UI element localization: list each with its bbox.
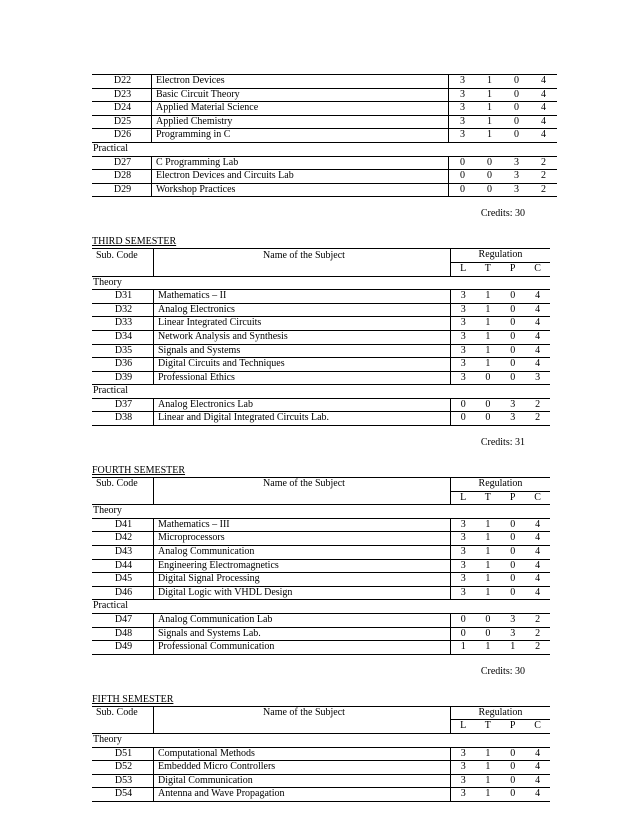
subject-row: [92, 532, 550, 546]
subject-name: Digital Communication: [154, 774, 451, 788]
regulation-t: 0: [475, 371, 500, 385]
regulation-p: 0: [503, 88, 530, 102]
subject-code: D52: [92, 761, 154, 775]
table-subheader: [92, 262, 550, 276]
regulation-p: 0: [500, 330, 525, 344]
regulation-c: 2: [530, 183, 557, 197]
header-blank: [92, 262, 154, 276]
subject-code: D33: [92, 317, 154, 331]
subject-name: Engineering Electromagnetics: [154, 559, 451, 573]
regulation-c: 4: [525, 573, 550, 587]
table-subheader: [92, 720, 550, 734]
regulation-t: 1: [476, 75, 503, 89]
theory-category: [92, 505, 550, 519]
subject-code: D48: [92, 627, 154, 641]
subject-code: D41: [92, 518, 154, 532]
subject-table: [92, 477, 550, 655]
subject-row: [92, 317, 550, 331]
subject-code: D37: [92, 398, 154, 412]
regulation-p: 3: [503, 170, 530, 184]
header-subject-name: Name of the Subject: [154, 249, 451, 263]
subject-code: D44: [92, 559, 154, 573]
theory-category: [92, 276, 550, 290]
header-l: L: [451, 720, 476, 734]
regulation-l: 3: [449, 88, 477, 102]
regulation-c: 2: [525, 412, 550, 426]
subject-name: Electron Devices: [152, 75, 449, 89]
regulation-p: 0: [500, 371, 525, 385]
regulation-l: 3: [451, 330, 476, 344]
regulation-p: 0: [500, 317, 525, 331]
regulation-p: 0: [500, 747, 525, 761]
practical-category: [92, 385, 550, 399]
regulation-t: 1: [475, 303, 500, 317]
header-p: P: [500, 262, 525, 276]
header-l: L: [451, 262, 476, 276]
subject-name: Microprocessors: [154, 532, 451, 546]
subject-row: [92, 290, 550, 304]
regulation-p: 0: [500, 586, 525, 600]
regulation-c: 4: [525, 330, 550, 344]
subject-code: D28: [92, 170, 152, 184]
table-subheader: [92, 491, 550, 505]
subject-name: Digital Logic with VHDL Design: [154, 586, 451, 600]
subject-name: Analog Electronics: [154, 303, 451, 317]
regulation-p: 0: [500, 344, 525, 358]
subject-code: D25: [92, 115, 152, 129]
subject-name: Electron Devices and Circuits Lab: [152, 170, 449, 184]
regulation-c: 4: [525, 747, 550, 761]
regulation-c: 4: [525, 518, 550, 532]
regulation-c: 4: [530, 115, 557, 129]
regulation-l: 3: [451, 788, 476, 802]
regulation-t: 1: [475, 344, 500, 358]
header-regulation: Regulation: [451, 478, 551, 492]
subject-row: [92, 627, 550, 641]
regulation-l: 0: [451, 412, 476, 426]
regulation-t: 1: [476, 129, 503, 143]
regulation-l: 3: [451, 573, 476, 587]
subject-code: D27: [92, 156, 152, 170]
regulation-c: 4: [525, 774, 550, 788]
subject-name: Digital Signal Processing: [154, 573, 451, 587]
header-blank: [92, 491, 154, 505]
regulation-l: 1: [451, 641, 476, 655]
subject-name: Antenna and Wave Propagation: [154, 788, 451, 802]
regulation-t: 0: [475, 412, 500, 426]
subject-table: [92, 74, 557, 197]
subject-name: Analog Communication: [154, 546, 451, 560]
subject-name: Workshop Practices: [152, 183, 449, 197]
credits-total: Credits: 30: [480, 208, 525, 220]
regulation-p: 0: [503, 75, 530, 89]
regulation-p: 0: [503, 115, 530, 129]
regulation-p: 3: [500, 614, 525, 628]
regulation-t: 0: [475, 614, 500, 628]
theory-category: [92, 733, 550, 747]
regulation-c: 4: [525, 317, 550, 331]
regulation-c: 2: [530, 170, 557, 184]
regulation-p: 0: [500, 774, 525, 788]
header-blank: [154, 491, 451, 505]
regulation-t: 1: [475, 573, 500, 587]
subject-row: [92, 102, 557, 116]
regulation-p: 0: [500, 573, 525, 587]
subject-row: [92, 129, 557, 143]
regulation-t: 1: [475, 761, 500, 775]
subject-code: D29: [92, 183, 152, 197]
subject-code: D26: [92, 129, 152, 143]
regulation-p: 0: [500, 290, 525, 304]
regulation-t: 1: [475, 330, 500, 344]
regulation-c: 4: [530, 88, 557, 102]
regulation-l: 0: [449, 156, 477, 170]
semester-title: THIRD SEMESTER: [92, 236, 177, 248]
subject-row: [92, 330, 550, 344]
subject-code: D22: [92, 75, 152, 89]
subject-code: D49: [92, 641, 154, 655]
regulation-l: 3: [451, 546, 476, 560]
subject-row: [92, 412, 550, 426]
subject-code: D39: [92, 371, 154, 385]
header-c: C: [525, 720, 550, 734]
subject-code: D24: [92, 102, 152, 116]
regulation-c: 4: [525, 290, 550, 304]
subject-name: Mathematics – II: [154, 290, 451, 304]
regulation-p: 1: [500, 641, 525, 655]
regulation-c: 4: [525, 559, 550, 573]
regulation-c: 4: [530, 75, 557, 89]
regulation-l: 3: [451, 559, 476, 573]
practical-category-label: Practical: [92, 600, 550, 614]
regulation-t: 1: [475, 774, 500, 788]
subject-table: [92, 706, 550, 802]
subject-name: Mathematics – III: [154, 518, 451, 532]
practical-category-label: Practical: [92, 385, 550, 399]
regulation-t: 1: [475, 518, 500, 532]
subject-name: Professional Ethics: [154, 371, 451, 385]
header-blank: [154, 720, 451, 734]
regulation-t: 1: [475, 358, 500, 372]
subject-code: D23: [92, 88, 152, 102]
regulation-p: 0: [500, 788, 525, 802]
regulation-c: 4: [525, 532, 550, 546]
regulation-l: 3: [451, 344, 476, 358]
subject-name: C Programming Lab: [152, 156, 449, 170]
subject-table: [92, 248, 550, 426]
regulation-t: 1: [475, 290, 500, 304]
regulation-t: 0: [475, 398, 500, 412]
credits-total: Credits: 30: [480, 665, 525, 677]
regulation-t: 1: [475, 586, 500, 600]
subject-row: [92, 398, 550, 412]
subject-code: D35: [92, 344, 154, 358]
regulation-c: 4: [530, 129, 557, 143]
regulation-l: 0: [449, 170, 477, 184]
subject-name: Digital Circuits and Techniques: [154, 358, 451, 372]
subject-row: [92, 774, 550, 788]
header-regulation: Regulation: [451, 249, 551, 263]
header-t: T: [475, 720, 500, 734]
subject-code: D47: [92, 614, 154, 628]
regulation-t: 1: [475, 532, 500, 546]
subject-code: D31: [92, 290, 154, 304]
subject-code: D34: [92, 330, 154, 344]
regulation-p: 0: [500, 518, 525, 532]
header-c: C: [525, 491, 550, 505]
subject-row: [92, 358, 550, 372]
regulation-t: 0: [476, 156, 503, 170]
semester-title: FIFTH SEMESTER: [92, 693, 174, 705]
table-header: [92, 249, 550, 263]
header-t: T: [475, 262, 500, 276]
header-blank: [92, 720, 154, 734]
regulation-p: 0: [500, 532, 525, 546]
regulation-c: 3: [525, 371, 550, 385]
header-p: P: [500, 720, 525, 734]
subject-name: Applied Material Science: [152, 102, 449, 116]
regulation-p: 0: [503, 129, 530, 143]
subject-row: [92, 170, 557, 184]
regulation-c: 4: [525, 761, 550, 775]
regulation-l: 3: [451, 371, 476, 385]
regulation-c: 4: [525, 358, 550, 372]
header-l: L: [451, 491, 476, 505]
regulation-l: 3: [451, 358, 476, 372]
regulation-t: 1: [476, 102, 503, 116]
regulation-l: 3: [449, 102, 477, 116]
regulation-l: 0: [451, 627, 476, 641]
regulation-l: 3: [451, 774, 476, 788]
regulation-c: 4: [525, 788, 550, 802]
subject-name: Programming in C: [152, 129, 449, 143]
regulation-c: 2: [525, 641, 550, 655]
subject-row: [92, 641, 550, 655]
regulation-t: 1: [475, 317, 500, 331]
subject-code: D38: [92, 412, 154, 426]
subject-name: Linear and Digital Integrated Circuits Lab.: [154, 412, 451, 426]
header-sub-code: Sub. Code: [92, 249, 154, 263]
regulation-l: 3: [451, 303, 476, 317]
regulation-p: 0: [500, 761, 525, 775]
subject-name: Applied Chemistry: [152, 115, 449, 129]
theory-category-label: Theory: [92, 505, 550, 519]
regulation-t: 1: [475, 641, 500, 655]
table-header: [92, 478, 550, 492]
subject-row: [92, 761, 550, 775]
subject-row: [92, 747, 550, 761]
regulation-c: 4: [525, 546, 550, 560]
credits-total: Credits: 31: [480, 437, 525, 449]
regulation-l: 3: [451, 532, 476, 546]
regulation-p: 3: [503, 156, 530, 170]
regulation-t: 1: [475, 559, 500, 573]
header-c: C: [525, 262, 550, 276]
header-sub-code: Sub. Code: [92, 478, 154, 492]
subject-code: D51: [92, 747, 154, 761]
regulation-p: 3: [500, 398, 525, 412]
regulation-t: 0: [476, 170, 503, 184]
semester-title: FOURTH SEMESTER: [92, 465, 186, 477]
subject-name: Professional Communication: [154, 641, 451, 655]
regulation-c: 2: [525, 398, 550, 412]
regulation-p: 0: [500, 559, 525, 573]
regulation-l: 0: [451, 398, 476, 412]
subject-code: D43: [92, 546, 154, 560]
practical-category: [92, 142, 557, 156]
subject-row: [92, 75, 557, 89]
subject-row: [92, 115, 557, 129]
subject-row: [92, 573, 550, 587]
regulation-p: 0: [500, 358, 525, 372]
regulation-c: 2: [525, 614, 550, 628]
subject-row: [92, 183, 557, 197]
subject-row: [92, 614, 550, 628]
subject-row: [92, 559, 550, 573]
syllabus-sheet: [92, 74, 550, 802]
regulation-p: 3: [500, 627, 525, 641]
subject-row: [92, 303, 550, 317]
subject-code: D53: [92, 774, 154, 788]
subject-name: Computational Methods: [154, 747, 451, 761]
regulation-l: 3: [451, 747, 476, 761]
subject-row: [92, 546, 550, 560]
regulation-l: 0: [451, 614, 476, 628]
header-p: P: [500, 491, 525, 505]
regulation-t: 0: [476, 183, 503, 197]
regulation-c: 4: [525, 344, 550, 358]
subject-code: D42: [92, 532, 154, 546]
regulation-c: 4: [530, 102, 557, 116]
header-sub-code: Sub. Code: [92, 706, 154, 720]
subject-row: [92, 788, 550, 802]
regulation-l: 0: [449, 183, 477, 197]
subject-name: Signals and Systems Lab.: [154, 627, 451, 641]
subject-code: D45: [92, 573, 154, 587]
subject-code: D54: [92, 788, 154, 802]
subject-row: [92, 88, 557, 102]
regulation-l: 3: [451, 317, 476, 331]
subject-name: Analog Electronics Lab: [154, 398, 451, 412]
regulation-l: 3: [449, 75, 477, 89]
regulation-c: 2: [525, 627, 550, 641]
subject-code: D36: [92, 358, 154, 372]
regulation-t: 1: [475, 747, 500, 761]
header-subject-name: Name of the Subject: [154, 478, 451, 492]
subject-name: Basic Circuit Theory: [152, 88, 449, 102]
regulation-p: 3: [503, 183, 530, 197]
regulation-p: 0: [503, 102, 530, 116]
regulation-t: 1: [476, 115, 503, 129]
regulation-l: 3: [451, 586, 476, 600]
regulation-l: 3: [451, 761, 476, 775]
subject-code: D46: [92, 586, 154, 600]
regulation-c: 2: [530, 156, 557, 170]
subject-name: Embedded Micro Controllers: [154, 761, 451, 775]
subject-code: D32: [92, 303, 154, 317]
subject-name: Analog Communication Lab: [154, 614, 451, 628]
subject-row: [92, 344, 550, 358]
subject-name: Network Analysis and Synthesis: [154, 330, 451, 344]
subject-name: Signals and Systems: [154, 344, 451, 358]
regulation-p: 3: [500, 412, 525, 426]
header-subject-name: Name of the Subject: [154, 706, 451, 720]
regulation-l: 3: [449, 115, 477, 129]
regulation-t: 0: [475, 627, 500, 641]
theory-category-label: Theory: [92, 276, 550, 290]
regulation-t: 1: [475, 546, 500, 560]
regulation-t: 1: [476, 88, 503, 102]
regulation-c: 4: [525, 303, 550, 317]
regulation-p: 0: [500, 546, 525, 560]
regulation-l: 3: [451, 290, 476, 304]
subject-row: [92, 156, 557, 170]
regulation-l: 3: [449, 129, 477, 143]
theory-category-label: Theory: [92, 733, 550, 747]
practical-category: [92, 600, 550, 614]
header-t: T: [475, 491, 500, 505]
subject-name: Linear Integrated Circuits: [154, 317, 451, 331]
regulation-c: 4: [525, 586, 550, 600]
table-header: [92, 706, 550, 720]
subject-row: [92, 518, 550, 532]
subject-row: [92, 371, 550, 385]
header-blank: [154, 262, 451, 276]
regulation-t: 1: [475, 788, 500, 802]
regulation-l: 3: [451, 518, 476, 532]
practical-category-label: Practical: [92, 142, 557, 156]
header-regulation: Regulation: [451, 706, 551, 720]
subject-row: [92, 586, 550, 600]
regulation-p: 0: [500, 303, 525, 317]
